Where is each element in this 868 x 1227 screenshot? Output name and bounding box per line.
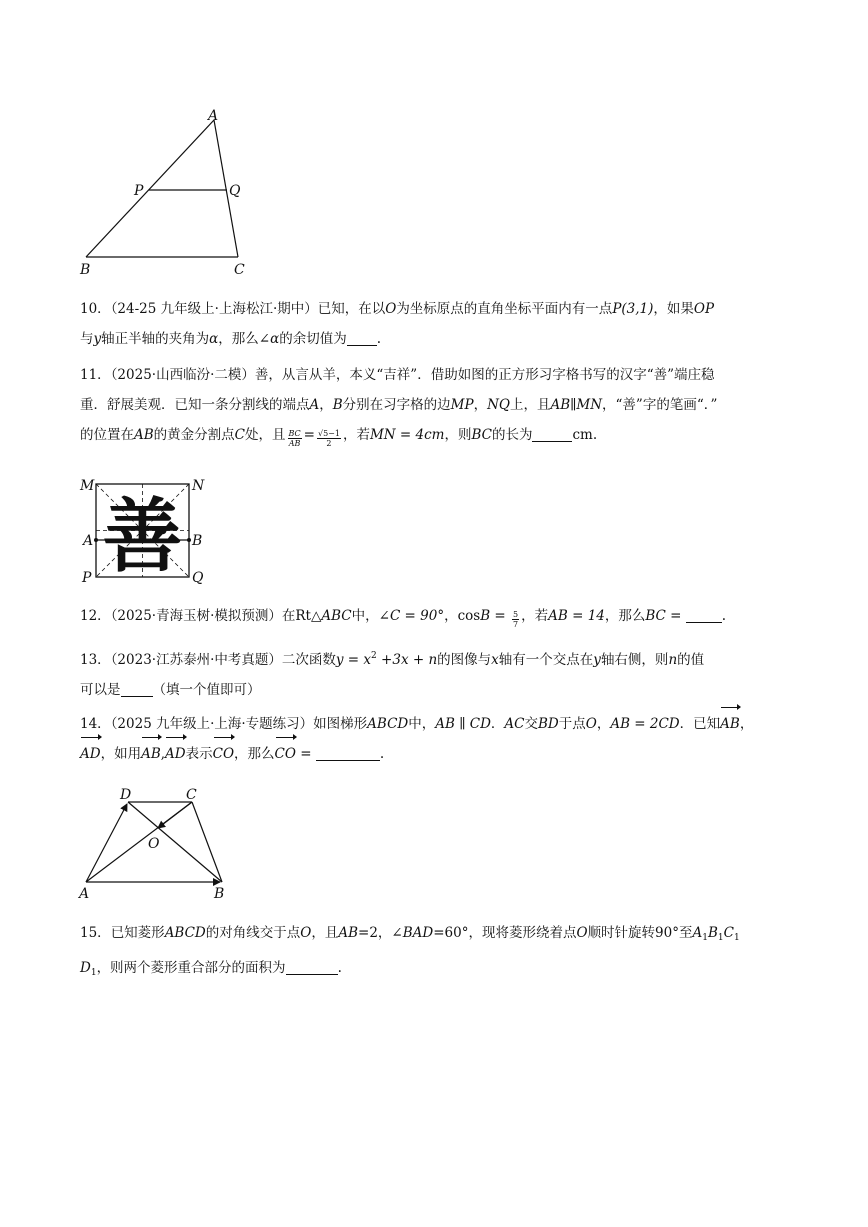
label-c: C — [186, 787, 197, 803]
q14-number: 14． — [80, 716, 111, 732]
question-10 — [80, 294, 800, 354]
label-o: O — [148, 836, 160, 852]
vector-co: CO — [275, 739, 296, 769]
q10-source: （24-25 九年级上·上海松江·期中） — [110, 301, 318, 317]
q14-text: ，如用 — [100, 746, 142, 762]
answer-blank[interactable] — [686, 608, 722, 623]
frac-denominator: AB — [288, 439, 301, 448]
q14-comma: , — [160, 746, 166, 762]
q11-text: ，若 — [342, 427, 370, 443]
q13-square: 2 — [371, 651, 377, 661]
vector-co: CO — [213, 739, 234, 769]
q11-text: 的长为 — [491, 427, 533, 443]
q14-bd: BD — [538, 716, 559, 732]
frac-numerator: BC — [288, 429, 301, 438]
label-a: A — [79, 886, 90, 902]
q13-function: +3x + n — [376, 652, 438, 668]
answer-blank[interactable] — [316, 746, 380, 761]
q15-end: . — [337, 960, 342, 976]
q15-subscript: 1 — [90, 968, 97, 978]
q11-bc: BC — [471, 427, 492, 443]
q15-text: 顺时针旋转90°至 — [587, 925, 693, 941]
q13-text: （填一个值即可） — [152, 682, 261, 698]
q10-end: . — [376, 331, 381, 347]
q12-end: . — [721, 608, 727, 624]
q11-text: ，“善”字的笔画“．” — [602, 397, 718, 413]
q10-op: OP — [693, 301, 715, 317]
q12-text: 中，∠ — [351, 608, 390, 624]
q12-ab: AB = 14 — [548, 608, 605, 624]
q11-unit: cm. — [572, 427, 598, 443]
q15-number: 15． — [80, 925, 111, 941]
q11-mn: MN = 4cm — [369, 427, 445, 443]
triangle-figure — [76, 106, 256, 278]
q14-text: ，那么 — [234, 746, 275, 762]
q15-text: 的对角线交于点 — [205, 925, 301, 941]
q13-text: 二次函数 — [281, 652, 336, 668]
q11-text: 善，从言从羊，本义“吉祥”．借助如图的正方形习字格书写的汉字“善”端庄稳 — [254, 367, 715, 383]
q14-o: O — [585, 716, 597, 732]
label-q: Q — [192, 570, 204, 586]
q11-number: 11． — [80, 367, 111, 383]
q11-eq: = — [303, 427, 315, 443]
q10-o: O — [385, 301, 397, 317]
q14-ac: AC — [504, 716, 525, 732]
q13-text: 轴有一个交点在 — [498, 652, 594, 668]
q10-text: ，如果 — [653, 301, 694, 317]
q13-source: （2023·江苏泰州·中考真题） — [110, 652, 282, 668]
vector-ad: AD — [165, 739, 186, 769]
q14-text: 表示 — [185, 746, 213, 762]
q10-text: 为坐标原点的直角坐标平面内有一点 — [396, 301, 613, 317]
label-p: P — [134, 183, 144, 199]
q15-text: =2，∠ — [358, 925, 403, 941]
q10-y: y — [93, 331, 102, 347]
q13-function: y = x — [335, 652, 372, 668]
q11-text: 上，且 — [509, 397, 551, 413]
q12-number: 12． — [80, 608, 111, 624]
character-grid-figure — [78, 476, 208, 588]
q15-bad: BAD — [402, 925, 434, 941]
q15-c1: C — [723, 925, 734, 941]
label-q: Q — [229, 183, 241, 199]
q10-point: P(3,1) — [612, 301, 654, 317]
q13-text: 可以是 — [80, 682, 121, 698]
label-n: N — [192, 478, 205, 494]
label-a: A — [83, 533, 94, 549]
q15-a1: A — [692, 925, 703, 941]
answer-blank[interactable] — [532, 427, 572, 442]
fraction-golden — [317, 429, 341, 448]
q10-text: ，那么∠ — [218, 331, 271, 347]
q12-text: ，那么 — [604, 608, 646, 624]
vector-ad: AD — [80, 739, 101, 769]
q10-text: 的余切值为 — [279, 331, 347, 347]
q15-subscript: 1 — [717, 933, 724, 943]
fraction-bc-ab — [288, 429, 302, 448]
q13-text: 轴右侧，则 — [600, 652, 669, 668]
q13-number: 13． — [80, 652, 111, 668]
label-d: D — [120, 787, 132, 803]
q14-source: （2025 九年级上·上海·专题练习） — [110, 716, 314, 732]
q13-x: x — [491, 652, 499, 668]
q15-abcd: ABCD — [164, 925, 206, 941]
q15-d1: D — [80, 960, 91, 976]
q11-text: 处，且 — [245, 427, 286, 443]
q15-subscript: 1 — [702, 933, 708, 943]
q12-bc: BC = — [645, 608, 686, 624]
q11-text: ，则 — [444, 427, 472, 443]
q15-subscript: 1 — [733, 933, 740, 943]
label-p: P — [82, 570, 92, 586]
q10-alpha: α — [270, 331, 280, 347]
q11-comma: ， — [319, 397, 333, 413]
q14-text: 如图梯形 — [313, 716, 368, 732]
frac-denominator: 7 — [513, 620, 519, 629]
trapezoid-figure — [76, 784, 236, 902]
q11-text: ， — [473, 397, 488, 413]
q11-nq: NQ — [487, 397, 510, 413]
question-12 — [80, 601, 800, 631]
q15-o: O — [576, 925, 588, 941]
question-15 — [80, 918, 800, 988]
frac-numerator: 5 — [513, 610, 519, 619]
label-b: B — [80, 262, 91, 278]
frac-numerator: √5−1 — [317, 429, 340, 438]
q12-angle-c: C = 90° — [389, 608, 445, 624]
label-m: M — [80, 478, 95, 494]
q15-b1: B — [707, 925, 718, 941]
question-11 — [80, 360, 800, 450]
q13-n: n — [668, 652, 678, 668]
label-b: B — [214, 886, 225, 902]
q14-text: 中， — [408, 716, 436, 732]
label-b: B — [192, 533, 203, 549]
question-13 — [80, 641, 800, 705]
q14-text: ．已知 — [679, 716, 721, 732]
q14-text: 于点 — [558, 716, 586, 732]
q11-parallel: AB∥MN — [550, 397, 603, 413]
answer-blank[interactable] — [121, 682, 153, 697]
q15-text: ，且 — [311, 925, 339, 941]
q10-text: 轴正半轴的夹角为 — [101, 331, 210, 347]
q11-source: （2025·山西临汾·二模） — [110, 367, 255, 383]
q11-ab: AB — [134, 427, 154, 443]
answer-blank[interactable] — [286, 960, 338, 975]
vector-ab: AB — [141, 739, 161, 769]
frac-denominator: 2 — [326, 439, 332, 448]
q10-number: 10． — [80, 301, 111, 317]
q13-text: 的值 — [677, 652, 705, 668]
q14-comma: ， — [739, 716, 754, 732]
q14-text: ， — [596, 716, 611, 732]
shan-character: 善 — [102, 489, 183, 583]
q15-text: 已知菱形 — [110, 925, 165, 941]
q13-y: y — [593, 652, 601, 668]
q15-text: =60°，现将菱形绕着点 — [433, 925, 577, 941]
q11-text: 分别在习字格的边 — [342, 397, 451, 413]
q13-text: 的图像与 — [437, 652, 492, 668]
q15-text: ，则两个菱形重合部分的面积为 — [96, 960, 286, 976]
question-14 — [80, 709, 800, 769]
q10-text: 已知，在以 — [317, 301, 386, 317]
label-a: A — [208, 108, 219, 124]
q15-ab: AB — [338, 925, 359, 941]
q10-text: 与 — [80, 331, 94, 347]
q12-text: ，cos — [444, 608, 481, 624]
fraction-5-7 — [512, 610, 519, 629]
q12-text: 在Rt△ — [281, 608, 322, 624]
vector-ab: AB — [720, 709, 740, 739]
q11-b: B — [332, 397, 343, 413]
q14-parallel: AB ∥ CD — [435, 716, 491, 732]
q11-a: A — [309, 397, 320, 413]
q14-end: . — [379, 746, 385, 762]
answer-blank[interactable] — [347, 331, 377, 346]
q14-eq: = — [295, 746, 316, 762]
q11-text: 的位置在 — [80, 427, 134, 443]
q12-text: ，若 — [521, 608, 549, 624]
label-c: C — [234, 262, 245, 278]
q12-abc: ABC — [321, 608, 352, 624]
q14-text: 交 — [524, 716, 538, 732]
q11-text: 重．舒展美观．已知一条分割线的端点 — [80, 397, 310, 413]
q12-b: B — [480, 608, 491, 624]
q12-eq: = — [490, 608, 511, 624]
q14-ab2cd: AB = 2CD — [610, 716, 680, 732]
q10-alpha: α — [209, 331, 219, 347]
q11-text: 的黄金分割点 — [153, 427, 235, 443]
q14-abcd: ABCD — [367, 716, 409, 732]
q14-text: ． — [490, 716, 505, 732]
q12-source: （2025·青海玉树·模拟预测） — [110, 608, 282, 624]
q11-c: C — [234, 427, 246, 443]
q11-mp: MP — [450, 397, 474, 413]
q15-o: O — [300, 925, 312, 941]
